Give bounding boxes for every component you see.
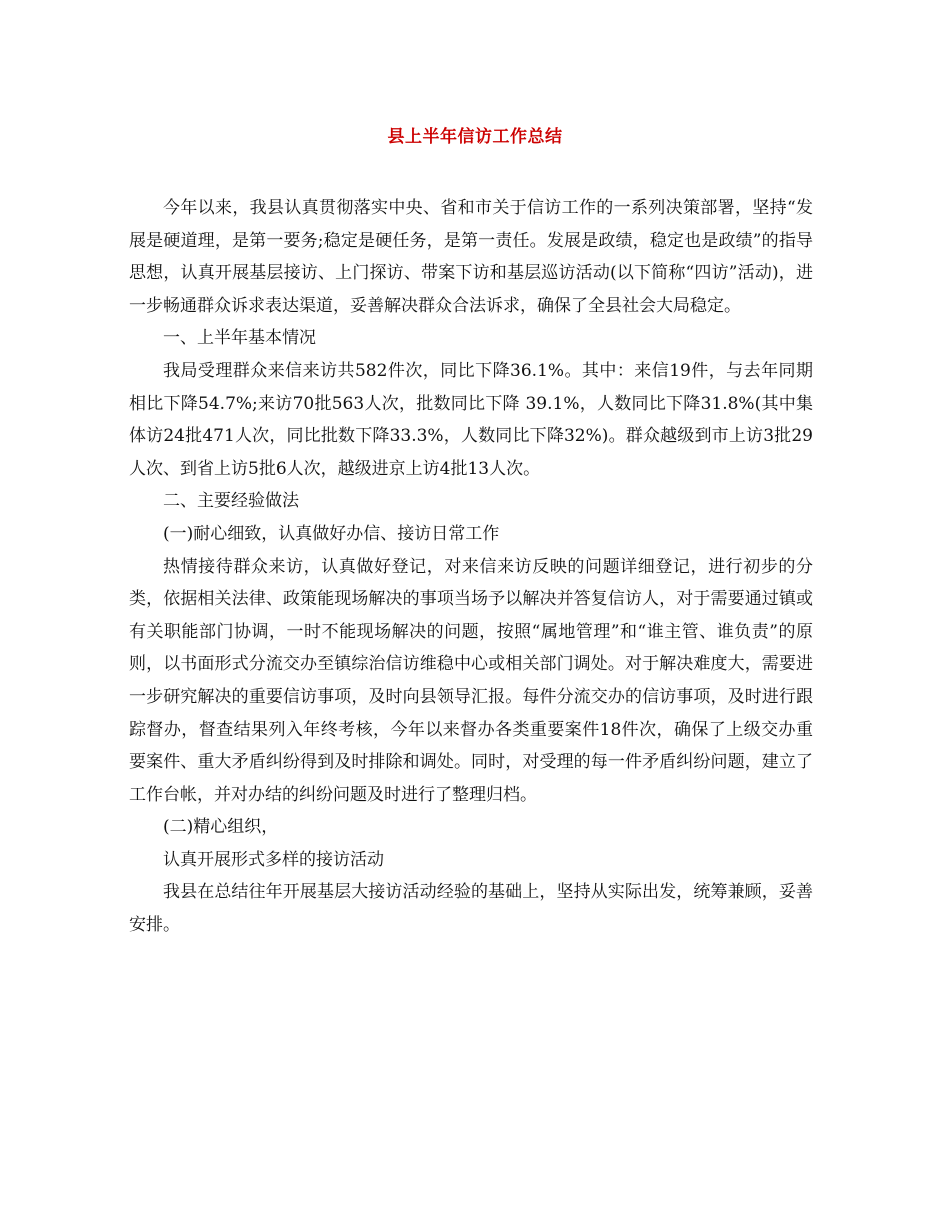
section-heading-main-experience: 二、主要经验做法	[163, 491, 299, 512]
paragraph-intro: 今年以来，我县认真贯彻落实中央、省和市关于信访工作的一系列决策部署，坚持“发展是硬道理，是第一要务;稳定是硬任务，是第一责任。发展是政绩，稳定也是政绩”的指导思想，认真开展基层接访、上门探访、带案下访和基层巡访活动(以下简称“四访”活动)，进一步畅通群众诉求表达渠道，妥善解决群众合法诉求，确保了全县社会大局稳定。	[129, 198, 813, 316]
paragraph-organization: 我县在总结往年开展基层大接访活动经验的基础上，坚持从实际出发，统筹兼顾，妥善安排。	[129, 882, 813, 936]
document-body	[129, 192, 813, 942]
subsection-heading-daily-work: (一)耐心细致，认真做好办信、接访日常工作	[163, 523, 500, 544]
document-title: 县上半年信访工作总结	[387, 127, 563, 147]
section-heading-basic-situation: 一、上半年基本情况	[163, 328, 316, 349]
paragraph-statistics: 我局受理群众来信来访共582件次，同比下降36.1%。其中：来信19件，与去年同期相比下降54.7%;来访70批563人次，批数同比下降 39.1%，人数同比下降31.8%(其中集体访24批471人次，同比批数下降33.3%，人数同比下降32%)。群众越级到市上访3批29人次、到省上访5批6人次，越级进京上访4批13人次。	[129, 360, 813, 479]
paragraph-daily-work: 热情接待群众来访，认真做好登记，对来信来访反映的问题详细登记，进行初步的分类，依据相关法律、政策能现场解决的事项当场予以解决并答复信访人，对于需要通过镇或有关职能部门协调，一时不能现场解决的问题，按照“属地管理”和“谁主管、谁负责”的原则，以书面形式分流交办至镇综治信访维稳中心或相关部门调处。对于解决难度大，需要进一步研究解决的重要信访事项，及时向县领导汇报。每件分流交办的信访事项，及时进行跟踪督办，督查结果列入年终考核，今年以来督办各类重要案件18件次，确保了上级交办重要案件、重大矛盾纠纷得到及时排除和调处。同时，对受理的每一件矛盾纠纷问题，建立了工作台帐，并对办结的纠纷问题及时进行了整理归档。	[129, 556, 813, 805]
subsection-heading-organization: (二)精心组织，	[163, 817, 279, 838]
subsection-heading-organization-cont: 认真开展形式多样的接访活动	[163, 849, 384, 870]
